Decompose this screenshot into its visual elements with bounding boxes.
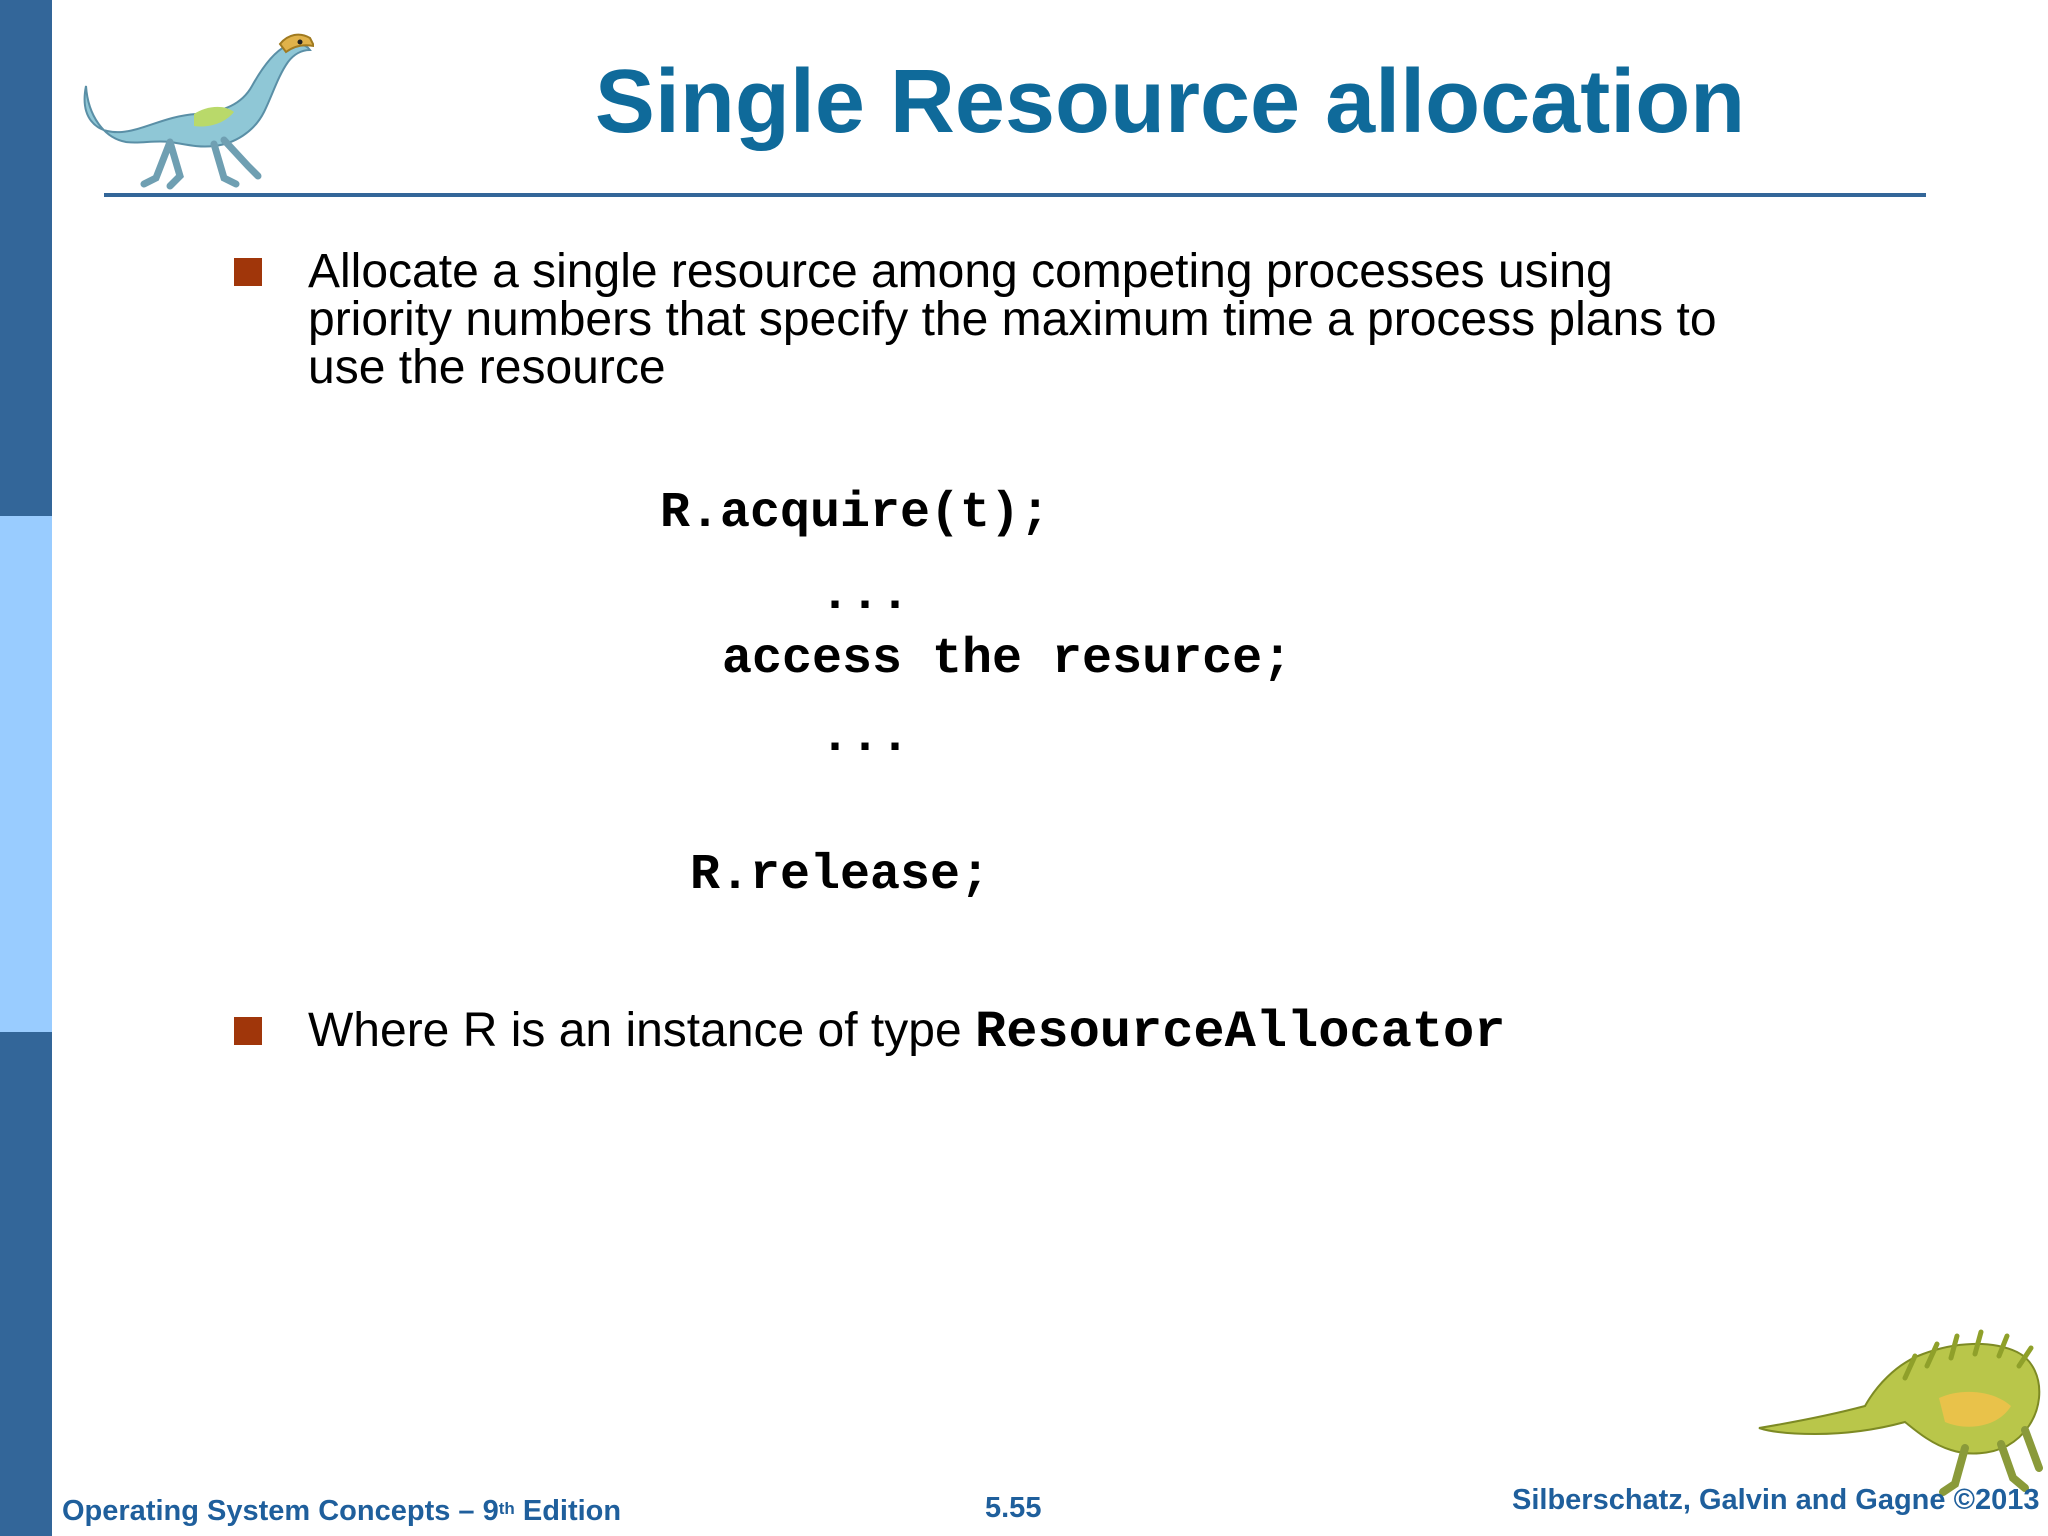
sidebar-top-segment <box>0 0 52 516</box>
dinosaur-top-icon <box>74 16 314 192</box>
footer-left-sup: th <box>498 1499 515 1518</box>
bullet-2-code: ResourceAllocator <box>974 1003 1506 1062</box>
footer-book-title <box>62 1494 621 1528</box>
slide-title: Single Resource allocation <box>594 52 1746 152</box>
sidebar-bottom-segment <box>0 1032 52 1536</box>
page-number: 5.55 <box>985 1492 1042 1524</box>
footer-authors: Silberschatz, Galvin and Gagne ©2013 <box>1512 1484 2040 1516</box>
left-sidebar <box>0 0 52 1536</box>
sidebar-middle-segment <box>0 516 52 1032</box>
bullet-marker-2 <box>234 1017 262 1045</box>
code-line-ellipsis-2: ... <box>820 709 911 766</box>
dinosaur-bottom-icon <box>1755 1318 2045 1498</box>
code-line-release: R.release; <box>690 847 991 904</box>
code-line-acquire: R.acquire(t); <box>660 485 1051 542</box>
footer-left-suffix: Edition <box>514 1495 622 1527</box>
code-line-access: access the resurce; <box>722 631 1293 688</box>
bullet-marker-1 <box>234 258 262 286</box>
title-divider <box>104 193 1926 197</box>
bullet-text-2 <box>308 1003 1768 1062</box>
footer-left-prefix: Operating System Concepts – 9 <box>62 1495 499 1527</box>
bullet-text-1: Allocate a single resource among competing processes using priority numbers that specify the maximum time a process plans to use the resource <box>308 245 1717 394</box>
bullet-2-prefix: Where R is an instance of type <box>308 1004 975 1057</box>
code-line-ellipsis-1: ... <box>820 567 911 624</box>
